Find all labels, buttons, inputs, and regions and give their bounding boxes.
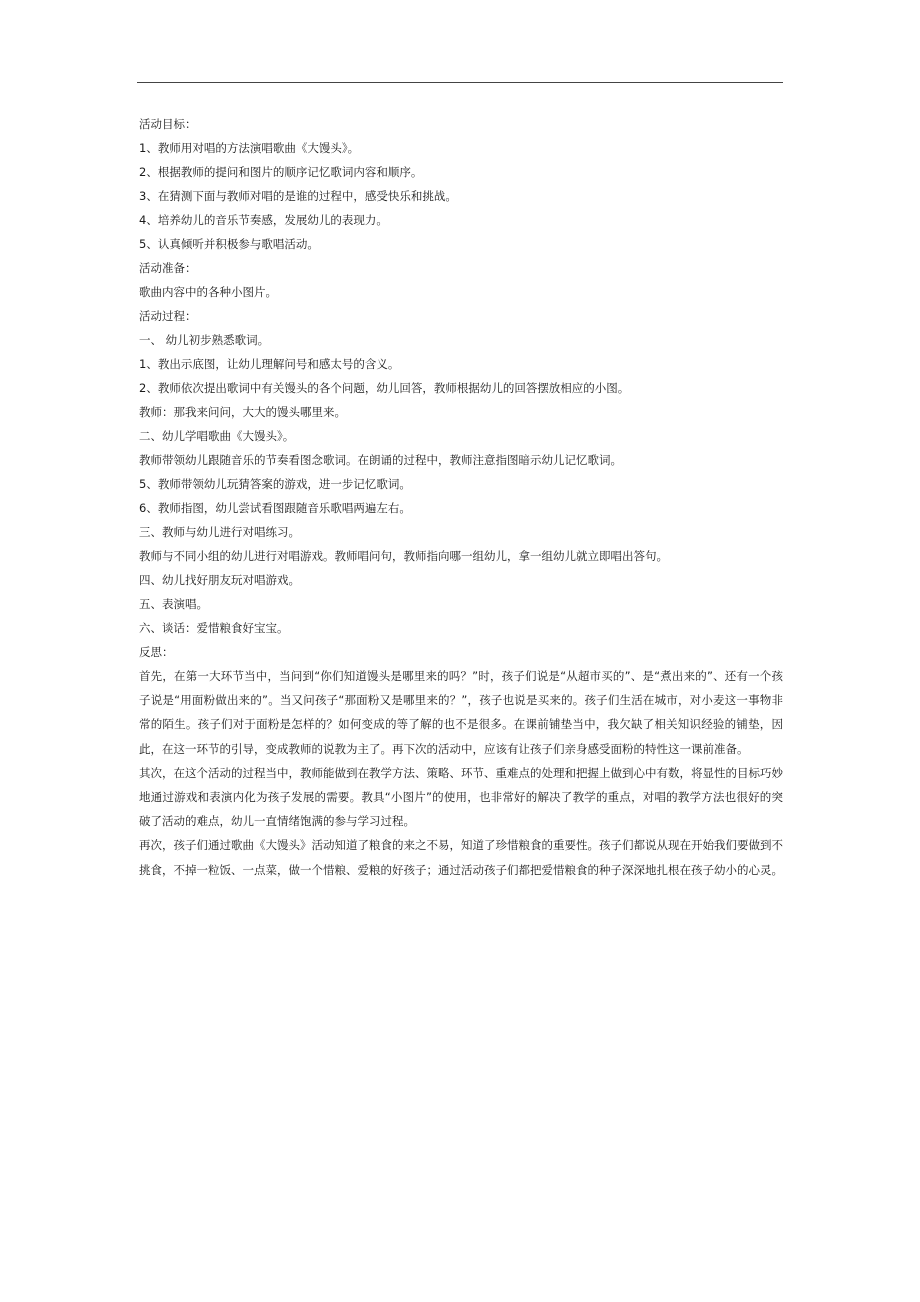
- process-step: 教师：那我来问问，大大的馒头哪里来。: [139, 405, 346, 419]
- process-step: 2、教师依次提出歌词中有关馒头的各个问题，幼儿回答，教师根据幼儿的回答摆放相应的小图。: [139, 381, 630, 395]
- reflection-paragraph-2: 其次，在这个活动的过程当中，教师能做到在教学方法、策略、环节、重难点的处理和把握上做到心中有数，将显性的目标巧妙地通过游戏和表演内化为孩子发展的需要。教具“小图片”的使用，也非常好的解决了教学的重点，对唱的教学方法也很好的突破了活动的难点，幼儿一直情绪饱满的参与学习过程。: [139, 765, 783, 829]
- process-step: 6、教师指图，幼儿尝试看图跟随音乐歌唱两遍左右。: [139, 501, 411, 515]
- reflection-paragraph-1: 首先，在第一大环节当中，当问到“你们知道馒头是哪里来的吗？”时，孩子们说是“从超市买的”、是“煮出来的”、还有一个孩子说是“用面粉做出来的”。当又问孩子“那面粉又是哪里来的？”，孩子也说是买来的。孩子们生活在城市，对小麦这一事物非常的陌生。孩子们对于面粉是怎样的？如何变成的等了解的也不是很多。在课前铺垫当中，我欠缺了相关知识经验的铺垫，因此，在这一环节的引导，变成教师的说教为主了。再下次的活动中，应该有让孩子们亲身感受面粉的特性这一课前准备。: [139, 669, 783, 756]
- process-step: 1、教出示底图，让幼儿理解问号和感太号的含义。: [139, 357, 400, 371]
- goal-item: 3、在猜测下面与教师对唱的是谁的过程中，感受快乐和挑战。: [139, 189, 457, 203]
- process-step: 二、幼儿学唱歌曲《大馒头》。: [139, 429, 295, 443]
- process-step: 四、幼儿找好朋友玩对唱游戏。: [139, 573, 300, 587]
- header-rule: [137, 82, 783, 83]
- goal-item: 1、教师用对唱的方法演唱歌曲《大馒头》。: [139, 141, 360, 155]
- heading-reflection: 反思：: [139, 645, 174, 659]
- process-step: 一、 幼儿初步熟悉歌词。: [139, 333, 270, 347]
- process-step: 五、表演唱。: [139, 597, 208, 611]
- goal-item: 5、认真倾听并积极参与歌唱活动。: [139, 237, 319, 251]
- goal-item: 2、根据教师的提问和图片的顺序记忆歌词内容和顺序。: [139, 165, 423, 179]
- process-step: 5、教师带领幼儿玩猜答案的游戏，进一步记忆歌词。: [139, 477, 411, 491]
- heading-process: 活动过程：: [139, 309, 197, 323]
- document-body: [139, 112, 783, 882]
- reflection-paragraph-3: 再次，孩子们通过歌曲《大馒头》活动知道了粮食的来之不易，知道了珍惜粮食的重要性。孩子们都说从现在开始我们要做到不挑食，不掉一粒饭、一点菜，做一个惜粮、爱粮的好孩子；通过活动孩子们都把爱惜粮食的种子深深地扎根在孩子幼小的心灵。: [139, 838, 783, 877]
- process-step: 教师带领幼儿跟随音乐的节奏看图念歌词。在朗诵的过程中，教师注意指图暗示幼儿记忆歌词。: [139, 453, 622, 467]
- process-step: 教师与不同小组的幼儿进行对唱游戏。教师唱问句，教师指向哪一组幼儿，拿一组幼儿就立即唱出答句。: [139, 549, 668, 563]
- heading-goals: 活动目标：: [139, 117, 197, 131]
- process-step: 六、谈话：爱惜粮食好宝宝。: [139, 621, 289, 635]
- goal-item: 4、培养幼儿的音乐节奏感，发展幼儿的表现力。: [139, 213, 388, 227]
- heading-preparation: 活动准备：: [139, 261, 197, 275]
- process-step: 三、教师与幼儿进行对唱练习。: [139, 525, 300, 539]
- preparation-text: 歌曲内容中的各种小图片。: [139, 285, 277, 299]
